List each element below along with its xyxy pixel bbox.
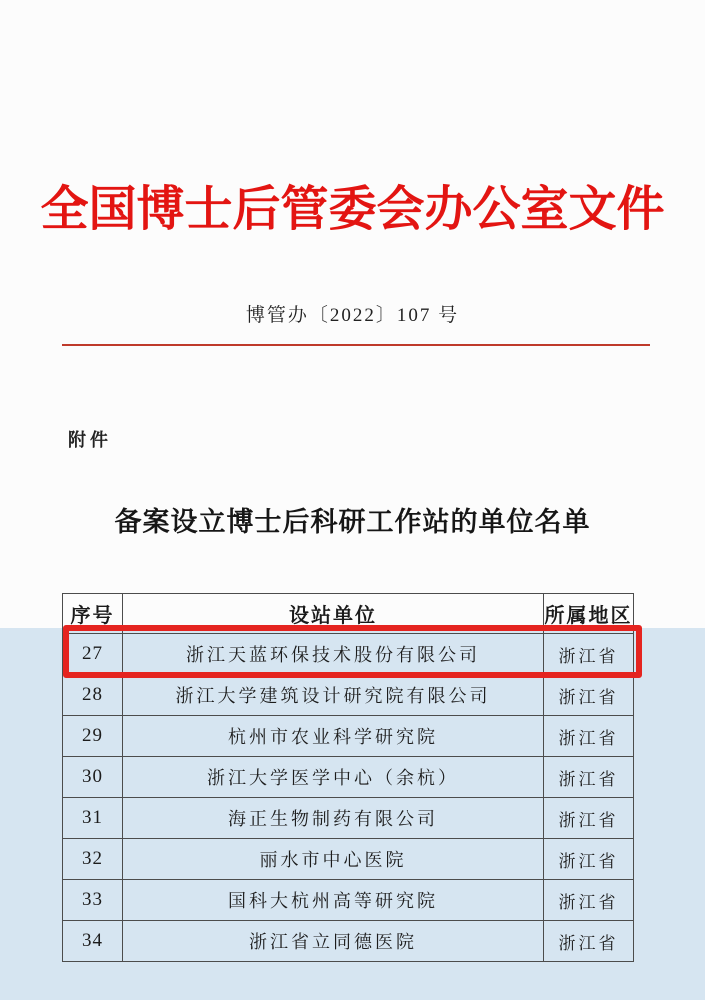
cell-region: 浙江省 [544, 921, 634, 962]
cell-no: 28 [63, 675, 123, 716]
table-row-33 [63, 880, 634, 921]
table-row-32 [63, 839, 634, 880]
col-header-no: 序号 [63, 594, 123, 634]
cell-unit: 海正生物制药有限公司 [123, 798, 544, 839]
cell-region: 浙江省 [544, 716, 634, 757]
table-header-row [63, 594, 634, 634]
cell-no: 30 [63, 757, 123, 798]
cell-region: 浙江省 [544, 839, 634, 880]
list-title: 备案设立博士后科研工作站的单位名单 [114, 507, 591, 537]
cell-region: 浙江省 [544, 675, 634, 716]
cell-unit: 浙江省立同德医院 [123, 921, 544, 962]
cell-unit: 浙江天蓝环保技术股份有限公司 [123, 634, 544, 675]
cell-unit: 浙江大学建筑设计研究院有限公司 [123, 675, 544, 716]
cell-region: 浙江省 [544, 798, 634, 839]
cell-region: 浙江省 [544, 634, 634, 675]
cell-region: 浙江省 [544, 757, 634, 798]
cell-no: 34 [63, 921, 123, 962]
cell-no: 27 [63, 634, 123, 675]
table-row-29 [63, 716, 634, 757]
document-number: 博管办〔2022〕107 号 [245, 305, 460, 326]
cell-no: 29 [63, 716, 123, 757]
document-title: 全国博士后管委会办公室文件 [40, 183, 665, 236]
table-row-30 [63, 757, 634, 798]
units-table [62, 593, 634, 962]
cell-no: 31 [63, 798, 123, 839]
cell-region: 浙江省 [544, 880, 634, 921]
cell-unit: 丽水市中心医院 [123, 839, 544, 880]
col-header-unit: 设站单位 [123, 594, 544, 634]
col-header-region: 所属地区 [544, 594, 634, 634]
table-row-34 [63, 921, 634, 962]
cell-unit: 国科大杭州高等研究院 [123, 880, 544, 921]
table-row-27 [63, 634, 634, 675]
cell-unit: 浙江大学医学中心（余杭） [123, 757, 544, 798]
red-divider-line [62, 344, 650, 346]
table-row-28 [63, 675, 634, 716]
table-row-31 [63, 798, 634, 839]
cell-unit: 杭州市农业科学研究院 [123, 716, 544, 757]
cell-no: 32 [63, 839, 123, 880]
attachment-label: 附件 [68, 430, 112, 450]
cell-no: 33 [63, 880, 123, 921]
